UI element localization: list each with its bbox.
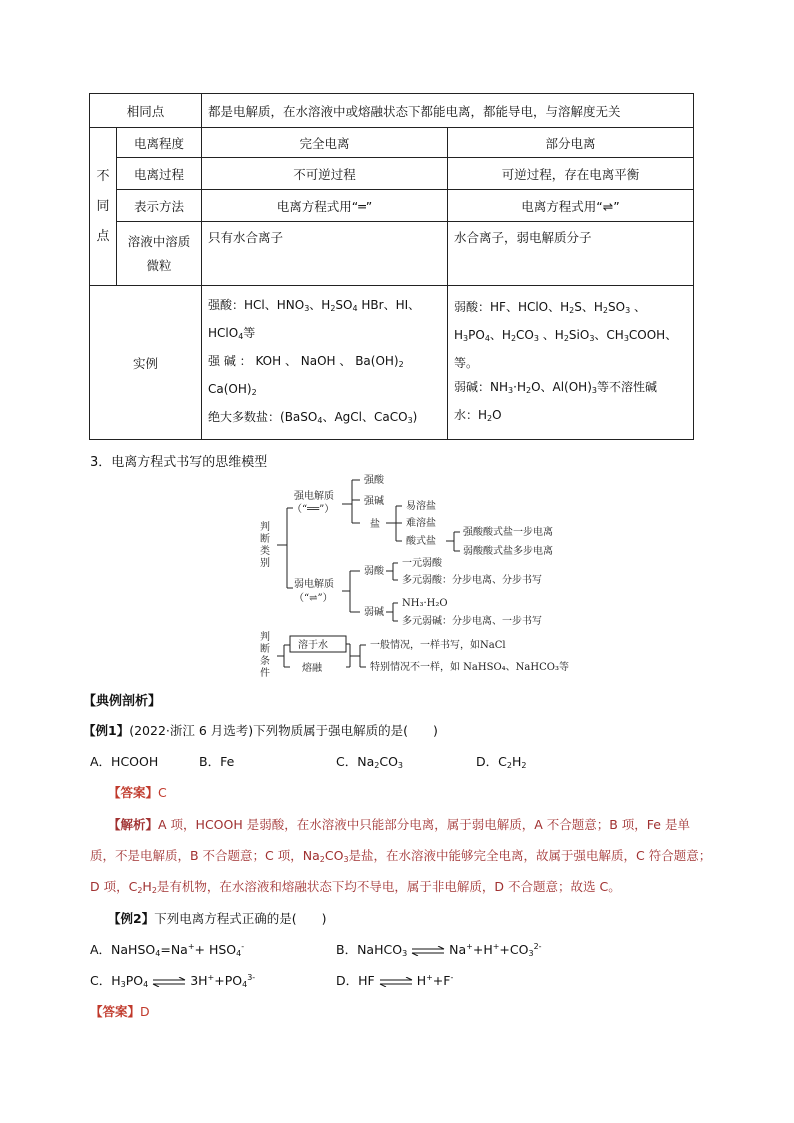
ionization-model-diagram <box>250 470 580 685</box>
equilibrium-arrow-icon <box>411 946 445 956</box>
comparison-table <box>89 93 694 440</box>
svg-text:类: 类 <box>260 546 270 557</box>
svg-text:弱酸: 弱酸 <box>364 566 384 577</box>
svg-text:断: 断 <box>260 644 270 655</box>
strong-cell: 只有水合离子 <box>202 222 448 286</box>
weak-examples: 弱酸：HF、HClO、$H_2S$、$H_2SO_3$ 、 $H_3PO_4$、$H_2CO_3$ 、$H_2SiO_3$、$CH_3COOH$、 等。 弱碱：$NH_3\cdot H_2O$、$Al(OH)_3$等不溶性碱 水：$H_2O$ <box>448 286 694 440</box>
example-2-option-d: D．HF H++F- <box>336 973 454 988</box>
svg-text:条: 条 <box>260 656 270 667</box>
svg-text:多元弱酸：分步电离、分步书写: 多元弱酸：分步电离、分步书写 <box>402 575 542 586</box>
example-2-answer: 【答案】D <box>90 1004 150 1019</box>
svg-text:别: 别 <box>260 558 270 569</box>
weak-cell: 水合离子，弱电解质分子 <box>448 222 694 286</box>
table-row <box>90 222 694 286</box>
svg-text:强电解质: 强电解质 <box>294 491 334 502</box>
example-1-analysis-line-2: 质，不是电解质，B 不合题意；C 项，$Na_2CO_3$是盐，在水溶液中能够完全电离，故属于强电解质，C 符合题意； <box>90 848 712 864</box>
example-2-option-b: B．NaHCO$_3$ $Na^++H^++CO_3^{2-}$ <box>336 942 542 958</box>
svg-text:NH₃·H₂O: NH₃·H₂O <box>402 598 448 609</box>
svg-text:判: 判 <box>260 522 270 533</box>
svg-text:弱电解质: 弱电解质 <box>294 579 334 590</box>
same-text: 都是电解质，在水溶液中或熔融状态下都能电离，都能导电，与溶解度无关 <box>202 94 694 128</box>
table-row <box>90 94 694 128</box>
strong-cell: 电离方程式用“═” <box>202 190 448 222</box>
svg-text:（“⇌”）: （“⇌”） <box>294 593 333 604</box>
strong-examples: 强酸：HCl、$HNO_3$、$H_2SO_4$ HBr、HI、 HClO$_4$等 强 碱 ： KOH 、 NaOH 、 $Ba(OH)_2$ $Ca(OH)_2$ 绝大多数盐：(BaSO$_4$、AgCl、CaCO$_3$) <box>202 286 448 440</box>
svg-text:盐: 盐 <box>370 519 380 530</box>
svg-text:熔融: 熔融 <box>302 663 322 674</box>
strong-cell: 不可逆过程 <box>202 158 448 190</box>
svg-text:一般情况，一样书写，如NaCl: 一般情况，一样书写，如NaCl <box>370 640 506 651</box>
table-row <box>90 128 694 158</box>
svg-text:酸式盐: 酸式盐 <box>406 536 436 547</box>
svg-text:（“══”）: （“══”） <box>292 504 335 515</box>
svg-text:判: 判 <box>260 632 270 643</box>
svg-text:强酸: 强酸 <box>364 475 384 486</box>
equilibrium-arrow-icon <box>152 977 186 987</box>
row-label: 电离程度 <box>117 128 202 158</box>
example-1-stem: 【例1】(2022·浙江 6 月选考)下列物质属于强电解质的是( ) <box>83 723 438 738</box>
table-row <box>90 158 694 190</box>
weak-cell: 可逆过程，存在电离平衡 <box>448 158 694 190</box>
row-label: 溶液中溶质 微粒 <box>117 222 202 286</box>
example-2-option-c: C．$H_3PO_4$ $3H^++PO_4^{3-}$ <box>90 973 256 989</box>
weak-cell: 电离方程式用“⇌” <box>448 190 694 222</box>
svg-text:强酸酸式盐一步电离: 强酸酸式盐一步电离 <box>463 527 553 538</box>
table-row <box>90 286 694 440</box>
example-1-analysis-line-3: D 项，$C_2H_2$是有机物，在水溶液和熔融状态下均不导电，属于非电解质，D 不合题意；故选 C。 <box>90 879 621 895</box>
same-label: 相同点 <box>90 94 202 128</box>
example-1-option-d: D．$C_2H_2$ <box>476 754 527 770</box>
svg-text:特别情况不一样，如 NaHSO₄、NaHCO₃等: 特别情况不一样，如 NaHSO₄、NaHCO₃等 <box>370 662 569 673</box>
row-label: 表示方法 <box>117 190 202 222</box>
svg-text:弱酸酸式盐多步电离: 弱酸酸式盐多步电离 <box>463 546 553 557</box>
example-label: 实例 <box>90 286 202 440</box>
example-2-stem: 【例2】下列电离方程式正确的是( ) <box>108 911 327 926</box>
example-1-option-b: B．Fe <box>199 754 235 769</box>
section-3-heading: 3．电离方程式书写的思维模型 <box>90 455 268 470</box>
example-1-option-c: C．$Na_2CO_3$ <box>336 754 404 770</box>
strong-cell: 完全电离 <box>202 128 448 158</box>
svg-text:强碱: 强碱 <box>364 496 384 507</box>
svg-text:断: 断 <box>260 534 270 545</box>
diff-label: 不 同 点 <box>90 128 117 286</box>
example-1-analysis-line-1: 【解析】A 项，HCOOH 是弱酸，在水溶液中只能部分电离，属于弱电解质，A 不合题意；B 项，Fe 是单 <box>108 817 690 832</box>
svg-text:易溶盐: 易溶盐 <box>406 501 436 512</box>
example-1-answer: 【答案】C <box>108 785 167 800</box>
svg-text:难溶盐: 难溶盐 <box>406 518 436 529</box>
row-label: 电离过程 <box>117 158 202 190</box>
svg-text:溶于水: 溶于水 <box>298 640 328 651</box>
svg-text:弱碱: 弱碱 <box>364 607 384 618</box>
section-title: 【典例剖析】 <box>83 694 162 709</box>
equilibrium-arrow-icon <box>379 977 413 987</box>
svg-text:一元弱酸: 一元弱酸 <box>402 558 442 569</box>
table-row <box>90 190 694 222</box>
svg-text:件: 件 <box>260 668 270 679</box>
example-2-option-a: A．NaHSO$_4$=Na++ $HSO_4^-$ <box>90 942 245 958</box>
example-1-option-a: A．HCOOH <box>90 754 159 769</box>
weak-cell: 部分电离 <box>448 128 694 158</box>
svg-text:多元弱碱：分步电离、一步书写: 多元弱碱：分步电离、一步书写 <box>402 616 542 627</box>
